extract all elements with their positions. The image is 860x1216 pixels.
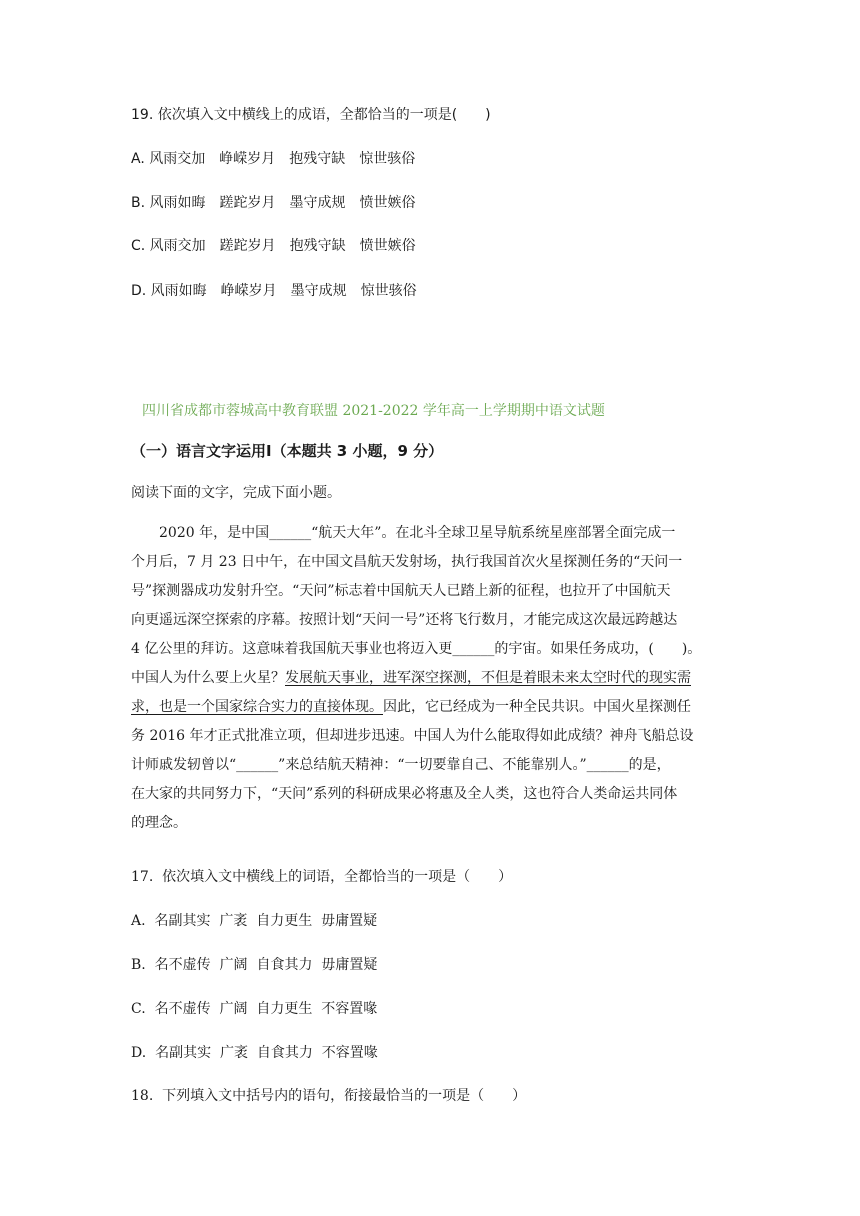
passage-line: [131, 664, 731, 693]
passage-line: 号”探测器成功发射升空。“天问”标志着中国航天人已踏上新的征程，也拉开了中国航天: [131, 583, 671, 599]
passage-line: 计师戚发轫曾以“______”来总结航天精神：“一切要靠自己、不能靠别人。”______的是，: [131, 757, 671, 773]
question-17-option-c: C. 名不虚传 广阔 自力更生 不容置喙: [131, 1001, 378, 1017]
section-title: （一）语言文字运用Ⅰ（本题共 3 小题，9 分）: [131, 442, 444, 460]
passage-line: 的理念。: [131, 815, 187, 831]
question-17-option-b: B. 名不虚传 广阔 自食其力 毋庸置疑: [131, 957, 378, 973]
passage: [131, 519, 731, 838]
question-17-option-d: D. 名副其实 广袤 自食其力 不容置喙: [131, 1045, 378, 1061]
passage-line: 4 亿公里的拜访。这意味着我国航天事业也将迈入更______的宇宙。如果任务成功，( )。: [131, 641, 702, 657]
passage-text: 因此，它已经成为一种全民共识。中国火星探测任: [383, 699, 691, 715]
question-19-option-d: D. 风雨如晦 峥嵘岁月 墨守成规 惊世骇俗: [131, 283, 417, 299]
question-19-option-b: B. 风雨如晦 蹉跎岁月 墨守成规 愤世嫉俗: [131, 195, 416, 211]
passage-line: 在大家的共同努力下，“天问”系列的科研成果必将惠及全人类，这也符合人类命运共同体: [131, 786, 678, 802]
question-18-stem: 18. 下列填入文中括号内的语句，衔接最恰当的一项是（ ）: [131, 1088, 527, 1104]
question-17-option-a: A. 名副其实 广袤 自力更生 毋庸置疑: [131, 913, 378, 929]
question-19-option-a: A. 风雨交加 峥嵘岁月 抱残守缺 惊世骇俗: [131, 151, 416, 167]
passage-line: 向更遥远深空探索的序幕。按照计划“天问一号”还将飞行数月，才能完成这次最远跨越达: [131, 612, 678, 628]
passage-text: 中国人为什么要上火星？: [131, 670, 285, 686]
passage-line: 2020 年，是中国______“航天大年”。在北斗全球卫星导航系统星座部署全面完成一: [159, 525, 676, 541]
question-19-stem: 19. 依次填入文中横线上的成语，全都恰当的一项是( ): [131, 107, 491, 123]
underlined-sentence: 发展航天事业，进军深空探测，不但是着眼未来太空时代的现实需: [285, 670, 691, 686]
question-19-option-c: C. 风雨交加 蹉跎岁月 抱残守缺 愤世嫉俗: [131, 238, 416, 254]
passage-line: 个月后，7 月 23 日中午，在中国文昌航天发射场，执行我国首次火星探测任务的“天问一: [131, 554, 683, 570]
source-title: 四川省成都市蓉城高中教育联盟 2021-2022 学年高一上学期期中语文试题: [142, 403, 605, 419]
passage-line: [131, 693, 731, 722]
instruction: 阅读下面的文字，完成下面小题。: [131, 485, 341, 501]
passage-line: 务 2016 年才正式批准立项，但却进步迅速。中国人为什么能取得如此成绩？神舟飞船总设: [131, 728, 694, 744]
question-17-stem: 17. 依次填入文中横线上的词语，全都恰当的一项是（ ）: [131, 869, 513, 885]
underlined-sentence: 求，也是一个国家综合实力的直接体现。: [131, 699, 383, 715]
